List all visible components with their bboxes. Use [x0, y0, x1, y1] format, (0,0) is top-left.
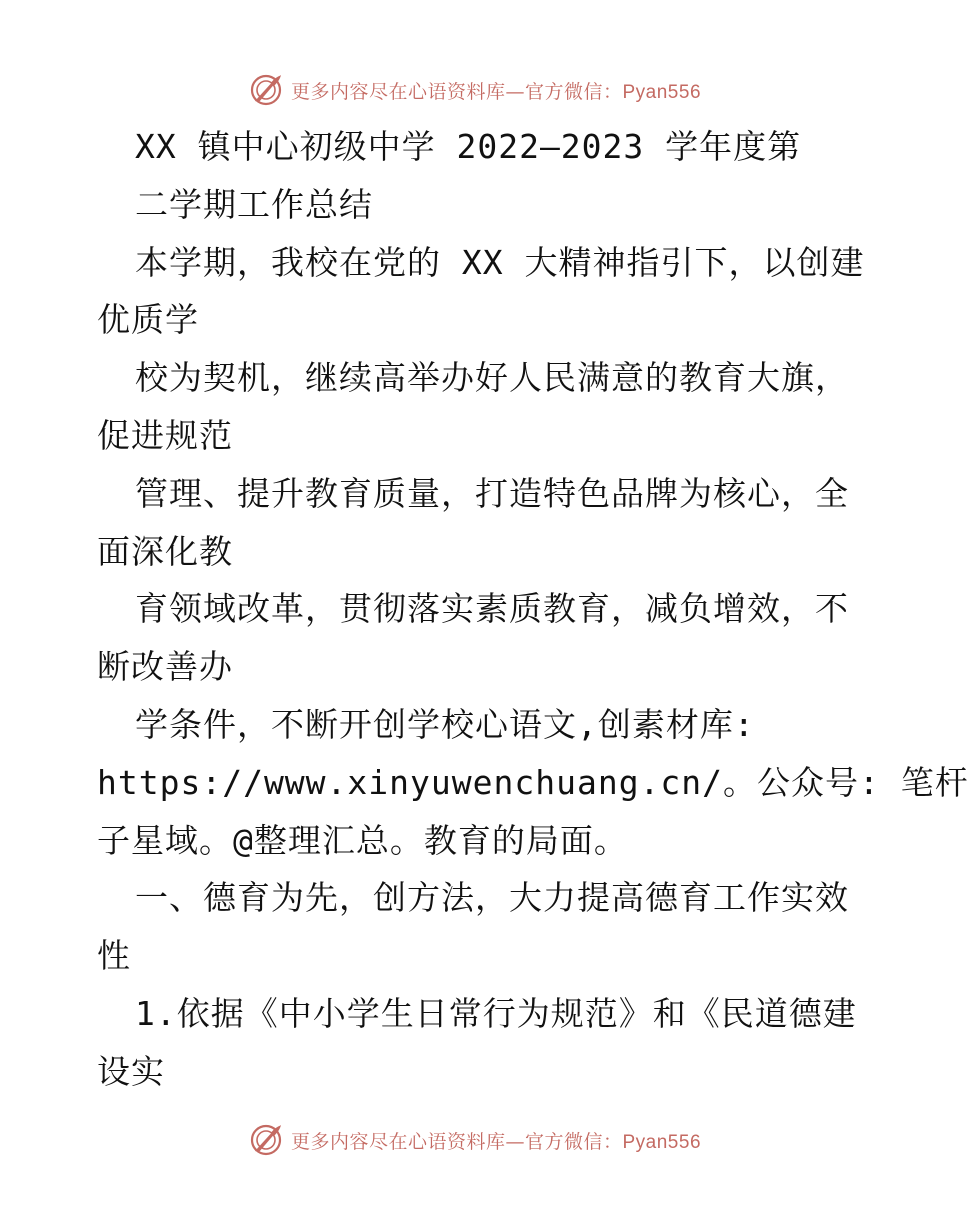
- top-watermark-banner: [0, 70, 950, 110]
- watermark-wechat-label: 官方微信：: [524, 1130, 623, 1153]
- document-line: 二学期工作总结: [135, 184, 373, 224]
- document-line: 管理、提升教育质量，打造特色品牌为核心，全: [135, 473, 849, 513]
- watermark-text: [291, 1127, 701, 1154]
- document-line: 设实: [97, 1051, 165, 1091]
- document-line: 本学期，我校在党的 XX 大精神指引下，以创建: [135, 242, 865, 282]
- watermark-wechat-label: 官方微信：: [524, 80, 623, 103]
- document-line: https://www.xinyuwenchuang.cn/。公众号: 笔杆: [97, 762, 969, 802]
- document-line: 断改善办: [97, 647, 233, 687]
- document-line: 育领域改革，贯彻落实素质教育，减负增效，不: [135, 589, 849, 629]
- document-line: 校为契机，继续高举办好人民满意的教育大旗，: [135, 358, 849, 398]
- quill-pen-logo-icon: [249, 73, 283, 107]
- document-line: 子星域。@整理汇总。教育的局面。: [97, 820, 628, 860]
- document-line: XX 镇中心初级中学 2022—2023 学年度第: [135, 127, 802, 166]
- document-body: [97, 118, 969, 1101]
- document-line: 1.依据《中小学生日常行为规范》和《民道德建: [135, 993, 857, 1033]
- watermark-site-text: 更多内容尽在心语资料库: [290, 80, 506, 103]
- watermark-wechat-id: Pyan556: [622, 81, 702, 103]
- document-line: 学条件，不断开创学校心语文,创素材库:: [135, 704, 755, 744]
- document-line: 一、德育为先，创方法，大力提高德育工作实效: [135, 878, 849, 918]
- document-line: 性: [97, 936, 131, 976]
- watermark-text: [291, 77, 701, 104]
- quill-pen-logo-icon: [249, 1123, 283, 1157]
- watermark-wechat-id: Pyan556: [622, 1131, 702, 1153]
- bottom-watermark-banner: [0, 1120, 950, 1160]
- document-line: 促进规范: [97, 415, 233, 455]
- document-line: 面深化教: [97, 531, 233, 571]
- watermark-dash: —: [505, 80, 525, 103]
- document-line: 优质学: [97, 300, 199, 340]
- watermark-dash: —: [505, 1130, 525, 1153]
- watermark-site-text: 更多内容尽在心语资料库: [290, 1130, 506, 1153]
